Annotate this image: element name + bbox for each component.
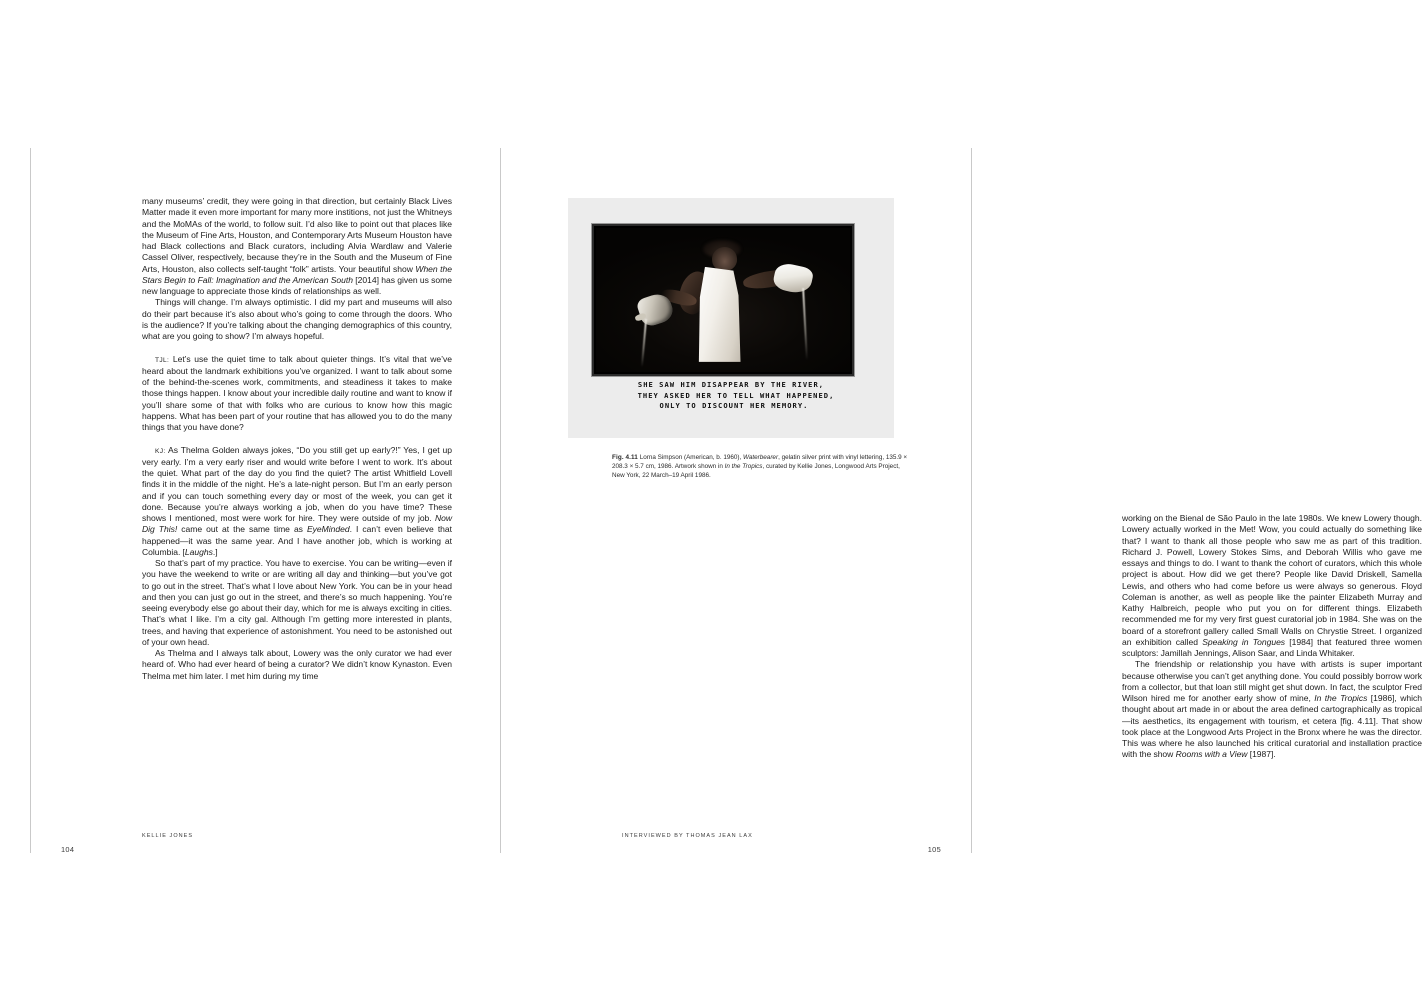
artwork-vinyl-lettering xyxy=(568,380,894,412)
paragraph-text: As Thelma and I always talk about, Lowery was the only curator we had ever heard of. Who had ever heard of being a curator? We didn’t know Kynaston. Even Thelma met him later. I met him during my time xyxy=(142,648,452,681)
paragraph-friendship xyxy=(1122,659,1422,760)
vinyl-line-3: ONLY TO DISCOUNT HER MEMORY. xyxy=(659,401,809,411)
speaker-initials-kj: KJ: xyxy=(155,447,166,455)
caption-text: Lorna Simpson (American, b. 1960), xyxy=(637,454,744,461)
paragraph-text: Let’s use the quiet time to talk about quieter things. It’s vital that we’ve heard about the landmark exhibitions you’ve organized. I want to talk about some of the behind-the-scenes work, commitments, and steadiness it takes to make those things happen. I know about your incredible daily routine and want to know if you’ll share some of that with folks who are curious to know how this magic happens. What has been part of your routine that has allowed you to do the many things that you have done? xyxy=(142,353,452,432)
paragraph-text-tail2: . I can’t even believe that happened—it was the same year. And I have another job, which is working at Columbia. [ xyxy=(142,524,452,557)
paragraph-text: So that’s part of my practice. You have to exercise. You can be writing—even if you have the weekend to write or are writing all day and thinking—but you’ve got to go out in the street. That’s what I love about New York. You can be in your head and then you can just go out in the street, and there’s so much happening. You’re seeing everybody else go about their day, which for me is always exciting in cities. That’s what I like. I’m a city gal. Although I’m getting more interested in plants, trees, and having that experience of astonishment. You need to be astonished out of your own head. xyxy=(142,558,452,647)
paragraph-text: working on the Bienal de São Paulo in the late 1980s. We knew Lowery though. Lowery actually worked in the Met! Wow, you could actually do something like that? I want to thank all those people who saw me as part of this tradition. Richard J. Powell, Lowery Stokes Sims, and Deborah Willis who gave me essays and things to do. I want to thank the cohort of curators, which this whole project is about. How did we get there? People like David Driskell, Samella Lewis, and others who had come before us were always so generous. Floyd Coleman is another, as well as people like the painter Elizabeth Murray and Kathy Halbreich, people who put you on for different things. Elizabeth recommended me for my very first guest curatorial job in 1984. She was on the board of a storefront gallery called Small Walls on Chrystie Street. I organized an exhibition called xyxy=(1122,513,1422,647)
paragraph-practice xyxy=(142,558,452,648)
paragraph-text: Things will change. I’m always optimistic. I did my part and museums will also do their part because it’s also about who’s going to come through the doors. Who is the audience? If you’re talking about the changing demographics of this country, what are you going to show? I’m always hopeful. xyxy=(142,297,452,341)
photograph-waterbearer xyxy=(596,228,850,372)
paragraph-text: many museums’ credit, they were going in that direction, but certainly Black Lives Matter made it even more important for many more institions, not just the Whitneys and the MoMAs of the world, to follow suit. I’d also like to point out that places like the Museum of Fine Arts, Houston, and Contemporary Arts Museum Houston have had Black collections and Black curators, including Alvia Wardlaw and Valerie Cassel Oliver, respectively, because they’re in the South and the Museum of Fine Arts, Houston, also collects self-taught “folk” artists. Your beautiful show xyxy=(142,196,452,274)
caption-text-tail: , curated by Kellie Jones, Longwood Arts Project, New York, 22 March–19 April 1986. xyxy=(612,463,900,480)
right-text-column xyxy=(1122,513,1422,761)
caption-text-mid: , gelatin silver print with vinyl lettering, 135.9 × 208.3 × 5.7 cm, 1986. Artwork shown in xyxy=(612,454,908,471)
artwork-frame xyxy=(592,224,854,376)
left-page xyxy=(30,148,501,853)
paragraph-kj-answer xyxy=(142,445,452,559)
paragraph-text: The friendship or relationship you have with artists is super important because otherwise you can’t get anything done. You could possibly borrow work from a collector, but that loan still might get shut down. In fact, the sculptor Fred Wilson hired me for another early show of mine, xyxy=(1122,659,1422,703)
running-head-left: KELLIE JONES xyxy=(142,833,194,839)
caption-exhibition-title: In the Tropics xyxy=(724,463,763,471)
paragraph-text-mid: [1986], which thought about art made in or about the area defined cartographically as tropical—its aesthetics, its engagement with tourism, et cetera [fig. 4.11]. That show took place at the Longwood Arts Project in the Bronx where he was the director. This was where he also launched his critical curatorial and installation practice with the show xyxy=(1122,693,1422,760)
page-number-right: 105 xyxy=(927,845,941,854)
figure-caption xyxy=(612,453,912,480)
book-title-now-dig-this: Now Dig This! xyxy=(142,513,452,535)
speaker-initials-tjl: TJL: xyxy=(155,356,170,364)
water-stream-left xyxy=(641,319,647,366)
page-number-left: 104 xyxy=(61,845,75,854)
exhibition-title-speaking-in-tongues: Speaking in Tongues xyxy=(1202,636,1286,647)
figure-number: Fig. 4.11 xyxy=(612,454,638,461)
paragraph-tjl-question xyxy=(142,354,452,434)
artwork-plate xyxy=(568,198,894,438)
paragraph-text-tail: [2014] has given us some new language to appreciate those kinds of relationships as well. xyxy=(142,274,452,296)
stage-direction-laughs: Laughs xyxy=(184,546,213,557)
paragraph-continued xyxy=(142,196,452,297)
water-stream-right xyxy=(802,288,807,360)
paragraph-text: As Thelma Golden always jokes, “Do you still get up early?!” Yes, I get up very early. I’m a very early riser and would write before I went to work. It’s about the quiet. What part of the day do you find the quiet? The artist Whitfield Lovell finds it in the middle of the night. He’s a late-night person. But I’m an early person and if you can touch something every day or most of the week, you can get it done. Because you’re always working a job, when do you have time? These shows I mentioned, most were work for hire. They were outside of my job. xyxy=(142,444,452,523)
exhibition-title-in-the-tropics: In the Tropics xyxy=(1314,693,1368,703)
book-title-eyeminded: EyeMinded xyxy=(306,524,350,535)
paragraph-thelma-lowery xyxy=(142,648,452,682)
paragraph-text-tail3: .] xyxy=(212,546,218,557)
paragraph-text-tail: came out at the same time as xyxy=(177,524,307,535)
paragraph-text-tail: [1984] that featured three women sculptors: Jamillah Jennings, Alison Saar, and Linda Whitaker. xyxy=(1122,636,1422,658)
running-head-right: INTERVIEWED BY THOMAS JEAN LAX xyxy=(622,833,753,839)
white-pitcher-right xyxy=(771,262,814,297)
left-text-column xyxy=(142,196,452,682)
exhibition-title-rooms-with-a-view: Rooms with a View xyxy=(1175,749,1248,760)
vinyl-line-1: SHE SAW HIM DISAPPEAR BY THE RIVER, xyxy=(637,380,825,389)
book-title-italic: When the Stars Begin to Fall: Imagination and the American South xyxy=(142,263,452,285)
paragraph-bienal xyxy=(1122,513,1422,659)
paragraph-things-will-change xyxy=(142,297,452,342)
caption-work-title: Waterbearer xyxy=(743,454,779,461)
right-page xyxy=(500,148,1422,854)
paragraph-text-tail: [1987]. xyxy=(1247,749,1276,760)
vinyl-line-2: THEY ASKED HER TO TELL WHAT HAPPENED, xyxy=(637,390,835,400)
